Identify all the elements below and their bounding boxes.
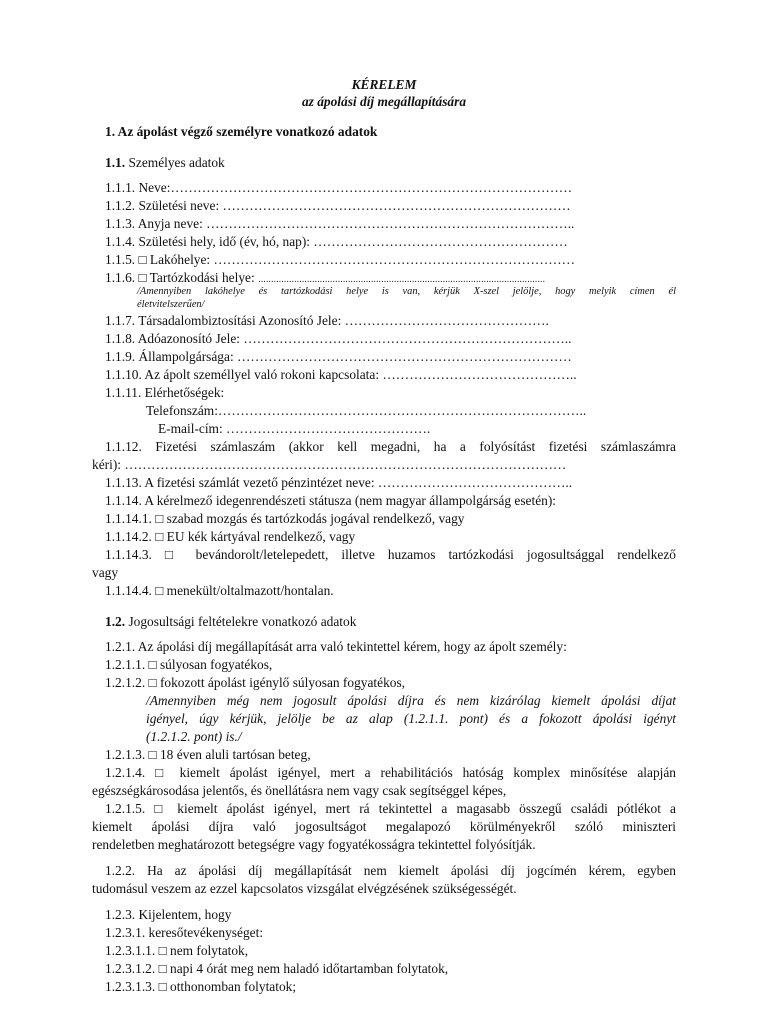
field-residence[interactable]: 1.1.5. □ Lakóhelye: ……………………………………………………………………… bbox=[105, 252, 576, 267]
field-relationship[interactable]: 1.1.10. Az ápolt személlyel való rokoni kapcsolata: …………………………………….. bbox=[105, 367, 577, 382]
checkbox-home-work[interactable]: 1.2.3.1.3. □ otthonomban folytatok; bbox=[105, 979, 297, 994]
checkbox-rehab-assessment[interactable]: 1.2.1.4. □ kiemelt ápolást igényel, mert a rehabilitációs hatóság komplex minősítése alapján bbox=[105, 765, 676, 780]
field-birth-place-date[interactable]: 1.1.4. Születési hely, idő (év, hó, nap): ………………………………………………… bbox=[105, 234, 568, 249]
subsection-label: Személyes adatok bbox=[125, 155, 225, 170]
field-bank-account-line-1: 1.1.12. Fizetési számlaszám (akkor kell megadni, ha a folyósítást fizetési számlaszámra bbox=[105, 439, 676, 454]
residence-note-line-1: /Amennyiben lakóhelye és tartózkodási helye is van, kérjük X-szel jelölje, hogy melyik címen él bbox=[137, 286, 676, 297]
checkbox-under-18-ill[interactable]: 1.2.1.3. □ 18 éven aluli tartósan beteg, bbox=[105, 747, 311, 762]
subsection-1-2-heading bbox=[105, 613, 676, 630]
contacts-label: 1.1.11. Elérhetőségek: bbox=[105, 385, 225, 400]
checkbox-family-allowance[interactable]: 1.2.1.5. □ kiemelt ápolást igényel, mert rá tekintettel a magasabb összegű családi pótlékot a bbox=[105, 801, 676, 816]
checkbox-severely-disabled[interactable]: 1.2.1.1. □ súlyosan fogyatékos, bbox=[105, 657, 273, 672]
checkbox-refugee[interactable]: 1.1.14.4. □ menekült/oltalmazott/hontalan. bbox=[105, 583, 334, 598]
subsection-label: Jogosultsági feltételekre vonatkozó adatok bbox=[125, 614, 357, 629]
employment-label: 1.2.3.1. keresőtevékenységet: bbox=[105, 925, 264, 940]
field-birth-name[interactable]: 1.1.2. Születési neve: …………………………………………………………………… bbox=[105, 198, 571, 213]
field-taj[interactable]: 1.1.7. Társadalombiztosítási Azonosító Jele: ………………………………………. bbox=[105, 313, 549, 328]
care-note-line-3: (1.2.1.2. pont) is./ bbox=[146, 729, 242, 744]
immigration-status-label: 1.1.14. A kérelmező idegenrendészeti státusza (nem magyar állampolgárság esetén): bbox=[105, 493, 557, 508]
acknowledgement-line-2: tudomásul veszem az ezzel kapcsolatos vizsgálat elvégzésének szükségességét. bbox=[92, 881, 517, 896]
residence-note-line-2: életvitelszerűen/ bbox=[137, 299, 205, 310]
care-note-line-2: igényel, úgy kérjük, jelölje be az alap (1.2.1.1. pont) és a fokozott ápolási igényt bbox=[146, 711, 676, 726]
field-name[interactable]: 1.1.1. Neve:……………………………………………………………………………… bbox=[105, 180, 573, 195]
checkbox-free-movement[interactable]: 1.1.14.1. □ szabad mozgás és tartózkodás jogával rendelkező, vagy bbox=[105, 511, 465, 526]
form-subtitle: az ápolási díj megállapítására bbox=[301, 94, 467, 109]
field-tax-id[interactable]: 1.1.8. Adóazonosító Jele: ……………………………………………………………….. bbox=[105, 331, 572, 346]
field-email[interactable]: E-mail-cím: ………………………………………. bbox=[158, 421, 431, 436]
family-allowance-line-2: kiemelt ápolási díjra való jogosultságot megalapozó körülményekről szóló miniszteri bbox=[92, 819, 676, 834]
checkbox-settled[interactable]: 1.1.14.3. □ bevándorolt/letelepedett, illetve huzamos tartózkodási jogosultsággal rendelkező bbox=[105, 547, 676, 562]
section-1-heading: 1. Az ápolást végző személyre vonatkozó adatok bbox=[105, 124, 378, 139]
declaration-label: 1.2.3. Kijelentem, hogy bbox=[105, 907, 232, 922]
field-citizenship[interactable]: 1.1.9. Állampolgársága: ………………………………………………………………… bbox=[105, 349, 572, 364]
care-note-line-1: /Amennyiben még nem jogosult ápolási díjra és nem kizárólag kiemelt ápolási díjat bbox=[146, 693, 676, 708]
checkbox-settled-continued: vagy bbox=[92, 565, 119, 580]
subsection-number: 1.2. bbox=[105, 614, 126, 629]
rehab-assessment-continued: egészségkárosodása jelentős, és önellátásra nem vagy csak segítséggel képes, bbox=[92, 783, 507, 798]
fill-line: ................................................................................................................ bbox=[258, 275, 545, 285]
subsection-1-1-heading bbox=[105, 154, 676, 171]
checkbox-eu-blue-card[interactable]: 1.1.14.2. □ EU kék kártyával rendelkező, vagy bbox=[105, 529, 356, 544]
field-phone[interactable]: Telefonszám:……………………………………………………………………….. bbox=[146, 403, 587, 418]
subsection-number: 1.1. bbox=[105, 155, 126, 170]
field-bank-account[interactable]: kéri): ……………………………………………………………………………………… bbox=[92, 457, 567, 472]
field-bank-name[interactable]: 1.1.13. A fizetési számlát vezető pénzintézet neve: …………………………………….. bbox=[105, 475, 573, 490]
acknowledgement-line-1: 1.2.2. Ha az ápolási díj megállapítását nem kiemelt ápolási díj jogcímén kérem, egyben bbox=[105, 863, 676, 878]
eligibility-intro: 1.2.1. Az ápolási díj megállapítását arra való tekintettel kérem, hogy az ápolt személy: bbox=[105, 639, 567, 654]
family-allowance-line-3: rendeletben meghatározott betegségre vagy fogyatékosságra tekintettel folyósítják. bbox=[92, 837, 536, 852]
checkbox-part-time[interactable]: 1.2.3.1.2. □ napi 4 órát meg nem haladó időtartamban folytatok, bbox=[105, 961, 449, 976]
checkbox-not-working[interactable]: 1.2.3.1.1. □ nem folytatok, bbox=[105, 943, 249, 958]
field-label: 1.1.6. □ Tartózkodási helye: bbox=[105, 270, 259, 285]
form-title: KÉRELEM bbox=[351, 77, 417, 92]
checkbox-increased-care[interactable]: 1.2.1.2. □ fokozott ápolást igénylő súlyosan fogyatékos, bbox=[105, 675, 406, 690]
field-mother-name[interactable]: 1.1.3. Anyja neve: ……………………………………………………………………….. bbox=[105, 216, 575, 231]
